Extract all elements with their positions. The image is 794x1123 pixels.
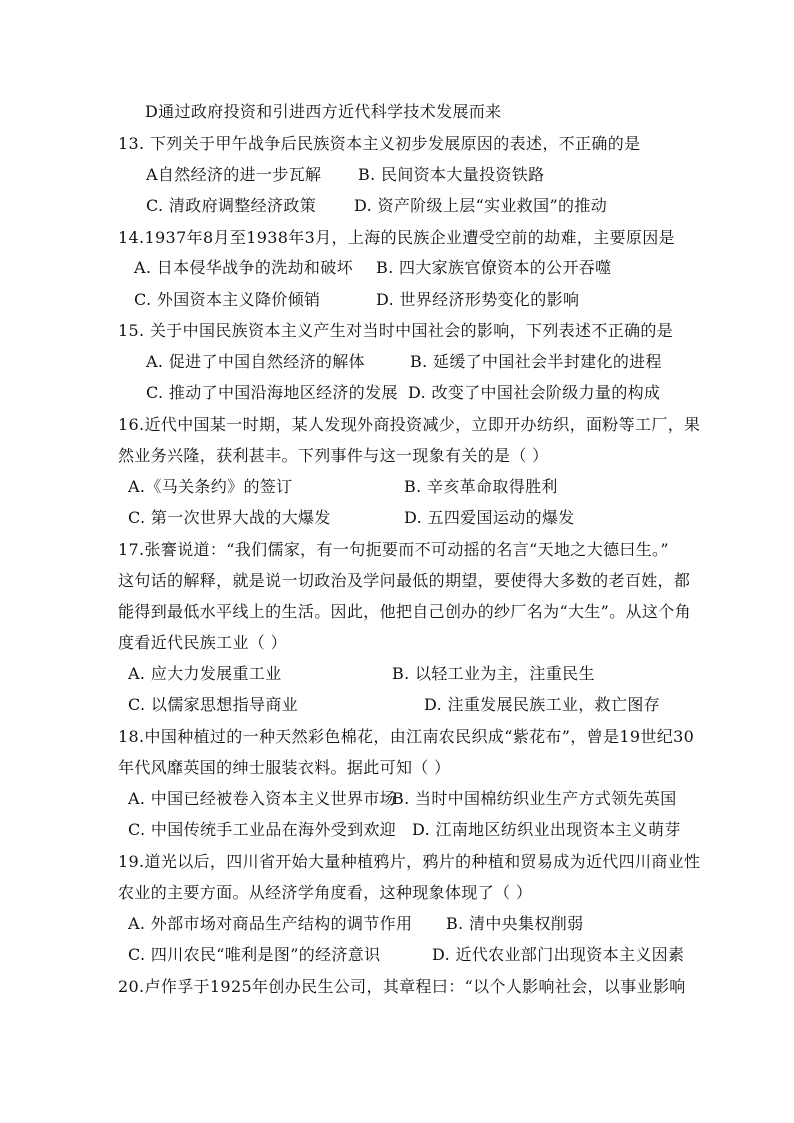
q17-option-a: A. 应大力发展重工业 <box>128 664 282 683</box>
q18-option-b: B. 当时中国棉纺织业生产方式领先英国 <box>392 789 677 808</box>
q18-option-a: A. 中国已经被卷入资本主义世界市场 <box>128 789 397 808</box>
q20-stem-line1: 20.卢作孚于1925年创办民生公司，其章程曰：“以个人影响社会，以事业影响 <box>118 977 686 996</box>
q19-option-d: D. 近代农业部门出现资本主义因素 <box>432 945 685 964</box>
q17-stem-line4: 度看近代民族工业（ ） <box>118 633 287 652</box>
q19-option-c: C. 四川农民“唯利是图”的经济意识 <box>128 945 381 964</box>
q17-stem-line3: 能得到最低水平线上的生活。因此，他把自己创办的纱厂名为“大生”。从这个角 <box>118 602 691 621</box>
q19-stem-line1: 19.道光以后，四川省开始大量种植鸦片，鸦片的种植和贸易成为近代四川商业性 <box>118 852 701 871</box>
q13-stem: 13. 下列关于甲午战争后民族资本主义初步发展原因的表述，不正确的是 <box>118 134 641 153</box>
q15-stem: 15. 关于中国民族资本主义产生对当时中国社会的影响，下列表述不正确的是 <box>118 321 674 340</box>
q14-option-a: A. 日本侵华战争的洗劫和破坏 <box>134 258 353 277</box>
q15-option-d: D. 改变了中国社会阶级力量的构成 <box>408 383 661 402</box>
q12-option-d: D通过政府投资和引进西方近代科学技术发展而来 <box>145 102 502 121</box>
q18-stem-line1: 18.中国种植过的一种天然彩色棉花，由江南农民织成“紫花布”，曾是19世纪30 <box>118 727 695 746</box>
q16-option-b: B. 辛亥革命取得胜利 <box>404 477 558 496</box>
q17-option-c: C. 以儒家思想指导商业 <box>128 695 299 714</box>
q13-option-d: D. 资产阶级上层“实业救国”的推动 <box>354 196 608 215</box>
q14-stem: 14.1937年8月至1938年3月，上海的民族企业遭受空前的劫难，主要原因是 <box>118 228 675 247</box>
q13-option-a: A自然经济的进一步瓦解 <box>146 165 322 184</box>
q14-option-b: B. 四大家族官僚资本的公开吞噬 <box>376 258 612 277</box>
q16-stem-line1: 16.近代中国某一时期，某人发现外商投资减少，立即开办纺织，面粉等工厂，果 <box>118 415 701 434</box>
q18-stem-line2: 年代风靡英国的绅士服装衣料。据此可知（ ） <box>118 758 451 777</box>
q14-option-d: D. 世界经济形势变化的影响 <box>376 290 580 309</box>
q13-option-c: C. 清政府调整经济政策 <box>146 196 317 215</box>
q13-option-b: B. 民间资本大量投资铁路 <box>358 165 545 184</box>
q19-stem-line2: 农业的主要方面。从经济学角度看，这种现象体现了（ ） <box>118 883 533 902</box>
q16-option-a: A.《马关条约》的签订 <box>128 477 293 496</box>
q17-stem-line2: 这句话的解释，就是说一切政治及学问最低的期望，要使得大多数的老百姓，都 <box>118 571 691 590</box>
q16-option-c: C. 第一次世界大战的大爆发 <box>128 508 331 527</box>
q15-option-c: C. 推动了中国沿海地区经济的发展 <box>146 383 398 402</box>
q17-stem-line1: 17.张謇说道：“我们儒家，有一句扼要而不可动摇的名言“天地之大德曰生。” <box>118 540 669 559</box>
q19-option-b: B. 清中央集权削弱 <box>446 914 584 933</box>
q15-option-a: A. 促进了中国自然经济的解体 <box>146 352 365 371</box>
q17-option-b: B. 以轻工业为主，注重民生 <box>392 664 595 683</box>
q14-option-c: C. 外国资本主义降价倾销 <box>134 290 321 309</box>
q15-option-b: B. 延缓了中国社会半封建化的进程 <box>410 352 662 371</box>
q19-option-a: A. 外部市场对商品生产结构的调节作用 <box>128 914 413 933</box>
q16-stem-line2: 然业务兴隆，获利甚丰。下列事件与这一现象有关的是（ ） <box>118 446 549 465</box>
q16-option-d: D. 五四爱国运动的爆发 <box>404 508 575 527</box>
q17-option-d: D. 注重发展民族工业，救亡图存 <box>424 695 661 714</box>
q18-option-c: C. 中国传统手工业品在海外受到欢迎 <box>128 820 397 839</box>
q18-option-d: D. 江南地区纺织业出现资本主义萌芽 <box>412 820 681 839</box>
